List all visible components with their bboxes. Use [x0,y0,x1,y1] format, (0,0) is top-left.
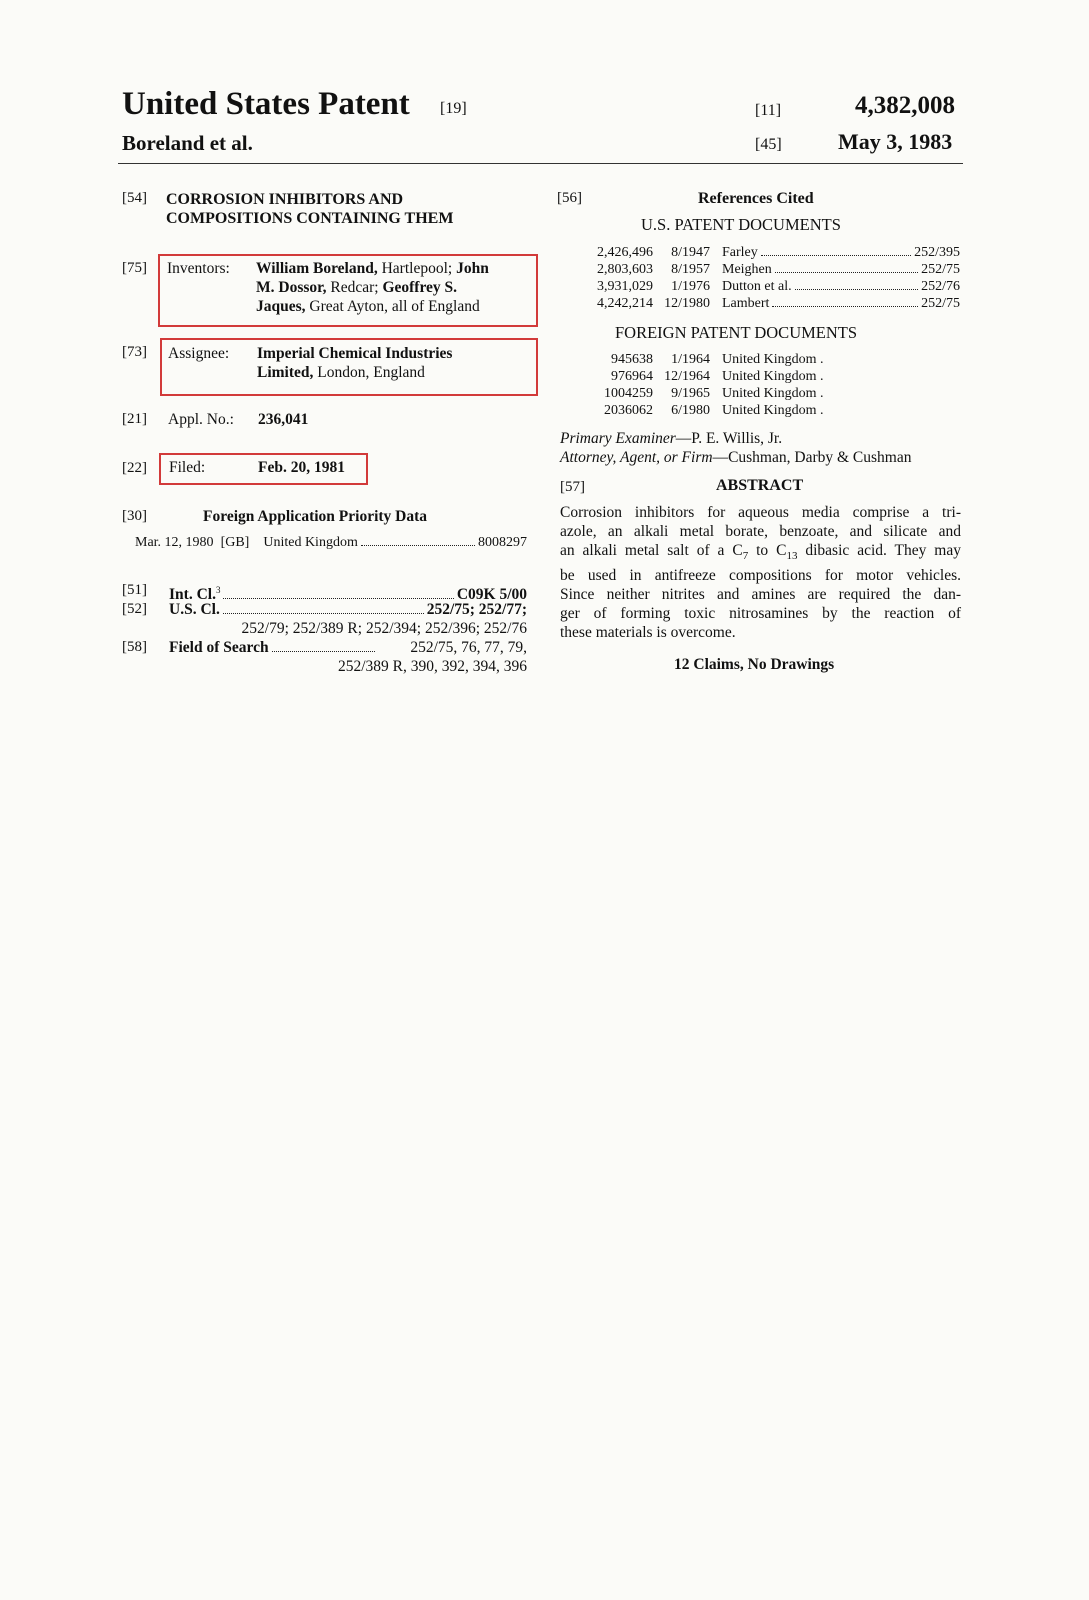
intcl-code: [51] [122,582,147,598]
intcl-label: Int. Cl. [169,586,216,604]
title-field-code: [54] [122,190,147,206]
us-doc-number: 2,803,603 [597,262,653,277]
us-doc-date: 8/1947 [671,245,710,260]
us-doc-number: 3,931,029 [597,279,653,294]
us-doc-name: Meighen [722,262,772,277]
refs-code: [56] [557,190,582,206]
abstract-line: Corrosion inhibitors for aqueous media comprise a tri- [560,504,961,521]
table-row [590,402,890,419]
dot-leader [772,306,918,307]
foreign-doc-number: 2036062 [604,403,653,418]
assignee-line2: London, England [313,364,425,381]
us-doc-name: Farley [722,245,758,260]
appl-number: 236,041 [258,411,309,428]
abstract-line-part: an alkali metal salt of a C [560,542,743,559]
invention-title [166,190,453,228]
inventor-2-place: Redcar; [326,279,383,296]
foreign-docs-table [590,351,890,419]
inventor-1-place: Hartlepool; [377,260,457,277]
invention-title-line2: COMPOSITIONS CONTAINING THEM [166,210,454,227]
authors: Boreland et al. [122,131,253,155]
table-row [590,244,960,261]
attorney-label: Attorney, Agent, or Firm [560,449,713,466]
appl-code: [21] [122,411,147,427]
table-row [590,385,890,402]
primary-examiner [560,429,782,448]
foreign-doc-number: 945638 [611,352,653,367]
examiner-name: —P. E. Willis, Jr. [675,430,783,447]
filed-date: Feb. 20, 1981 [258,459,345,476]
patent-header-title: United States Patent [122,86,410,122]
assignee-line1: Imperial Chemical Industries [257,345,453,362]
abstract-title: ABSTRACT [716,477,804,494]
search-code: [58] [122,639,147,655]
attorney-name: —Cushman, Darby & Cushman [712,449,912,466]
abstract-line: azole, an alkali metal borate, benzoate, and silicate and [560,523,961,540]
intcl-sup: 3 [215,585,221,595]
table-row [590,261,960,278]
abstract-code: [57] [560,479,585,495]
title-code: [19] [440,100,467,117]
us-doc-class: 252/75 [921,296,960,311]
table-row [590,295,960,312]
filed-label: Filed: [169,459,206,476]
priority-title: Foreign Application Priority Data [203,508,428,525]
date-code: [45] [755,136,782,153]
us-doc-name: Dutton et al. [722,279,792,294]
abstract-line-part: dibasic acid. They may [797,542,961,559]
dot-leader [795,289,919,290]
foreign-doc-date: 1/1964 [671,352,710,367]
us-doc-date: 8/1957 [671,262,710,277]
us-doc-class: 252/75 [921,262,960,277]
priority-date: Mar. 12, 1980 [135,535,214,550]
dot-leader [775,272,918,273]
invention-title-line1: CORROSION INHIBITORS AND [166,191,404,208]
appl-label: Appl. No.: [168,411,234,428]
foreign-docs-title: FOREIGN PATENT DOCUMENTS [615,323,858,342]
abstract-line-part: to C [748,542,787,559]
foreign-doc-date: 12/1964 [664,369,710,384]
inventor-2a: John [456,260,489,277]
header-rule [118,163,963,164]
priority-country-code: [GB] [220,535,250,550]
uscl-value-line2: 252/79; 252/389 R; 252/394; 252/396; 252/76 [241,620,527,637]
search-value-line2: 252/389 R, 390, 392, 394, 396 [337,658,527,675]
abstract-line: ger of forming toxic nitrosamines by the reaction of [560,605,961,623]
dot-leader [223,613,424,614]
search-value-line1: 252/75, 76, 77, 79, [410,639,527,656]
foreign-doc-country: United Kingdom . [722,352,824,367]
dot-leader [761,255,911,256]
dot-leader [361,545,475,546]
us-doc-number: 2,426,496 [597,245,653,260]
foreign-doc-date: 6/1980 [671,403,710,418]
assignee-value [257,344,452,382]
examiner-label: Primary Examiner [560,430,676,447]
search-row [169,638,527,676]
foreign-doc-country: United Kingdom . [722,386,824,401]
assignee-line2-bold: Limited, [257,364,314,381]
us-doc-date: 12/1980 [664,296,710,311]
dot-leader [223,598,453,599]
subscript: 13 [786,550,798,563]
priority-row [135,534,527,551]
us-doc-name: Lambert [722,296,770,311]
refs-title: References Cited [698,190,814,207]
intcl-value: C09K 5/00 [456,586,527,604]
table-row [590,368,890,385]
subscript: 7 [742,550,749,563]
assignee-label: Assignee: [168,345,230,362]
uscl-label: U.S. Cl. [169,601,220,618]
filed-code: [22] [122,460,147,476]
inventors-code: [75] [122,260,147,276]
patent-number: 4,382,008 [855,92,955,119]
abstract-line [560,541,961,566]
foreign-doc-number: 1004259 [604,386,653,401]
priority-number: 8008297 [478,535,527,550]
patent-number-code: [11] [755,102,782,119]
inventors-list [256,259,528,316]
abstract-line: Since neither nitrites and amines are required the dan- [560,586,961,604]
us-docs-title: U.S. PATENT DOCUMENTS [641,215,841,234]
us-docs-table [590,244,960,312]
uscl-code: [52] [122,601,147,617]
inventor-3-place: Great Ayton, all of England [305,298,480,315]
inventor-3a: Geoffrey S. [382,279,458,296]
dot-leader [272,651,375,652]
table-row [590,351,890,368]
search-label: Field of Search [169,639,269,656]
table-row [590,278,960,295]
inventor-1: William Boreland, [256,260,378,277]
uscl-value-main: 252/75; 252/77; [426,601,527,618]
inventor-2b: M. Dossor, [256,279,327,296]
priority-country: United Kingdom [263,535,358,550]
abstract-body [560,503,961,642]
foreign-doc-number: 976964 [611,369,653,384]
claims-summary: 12 Claims, No Drawings [674,656,835,673]
assignee-code: [73] [122,344,147,360]
foreign-doc-country: United Kingdom . [722,369,824,384]
us-doc-number: 4,242,214 [597,296,653,311]
abstract-line: these materials is overcome. [560,624,736,642]
attorney [560,448,911,467]
us-doc-date: 1/1976 [671,279,710,294]
foreign-doc-date: 9/1965 [671,386,710,401]
priority-code: [30] [122,508,147,524]
uscl-row [169,600,527,638]
us-doc-class: 252/395 [914,245,960,260]
abstract-line: be used in antifreeze compositions for motor vehicles. [560,567,961,585]
us-doc-class: 252/76 [921,279,960,294]
patent-date: May 3, 1983 [838,129,953,154]
foreign-doc-country: United Kingdom . [722,403,824,418]
inventor-3b: Jaques, [256,298,306,315]
inventors-label: Inventors: [167,260,230,277]
